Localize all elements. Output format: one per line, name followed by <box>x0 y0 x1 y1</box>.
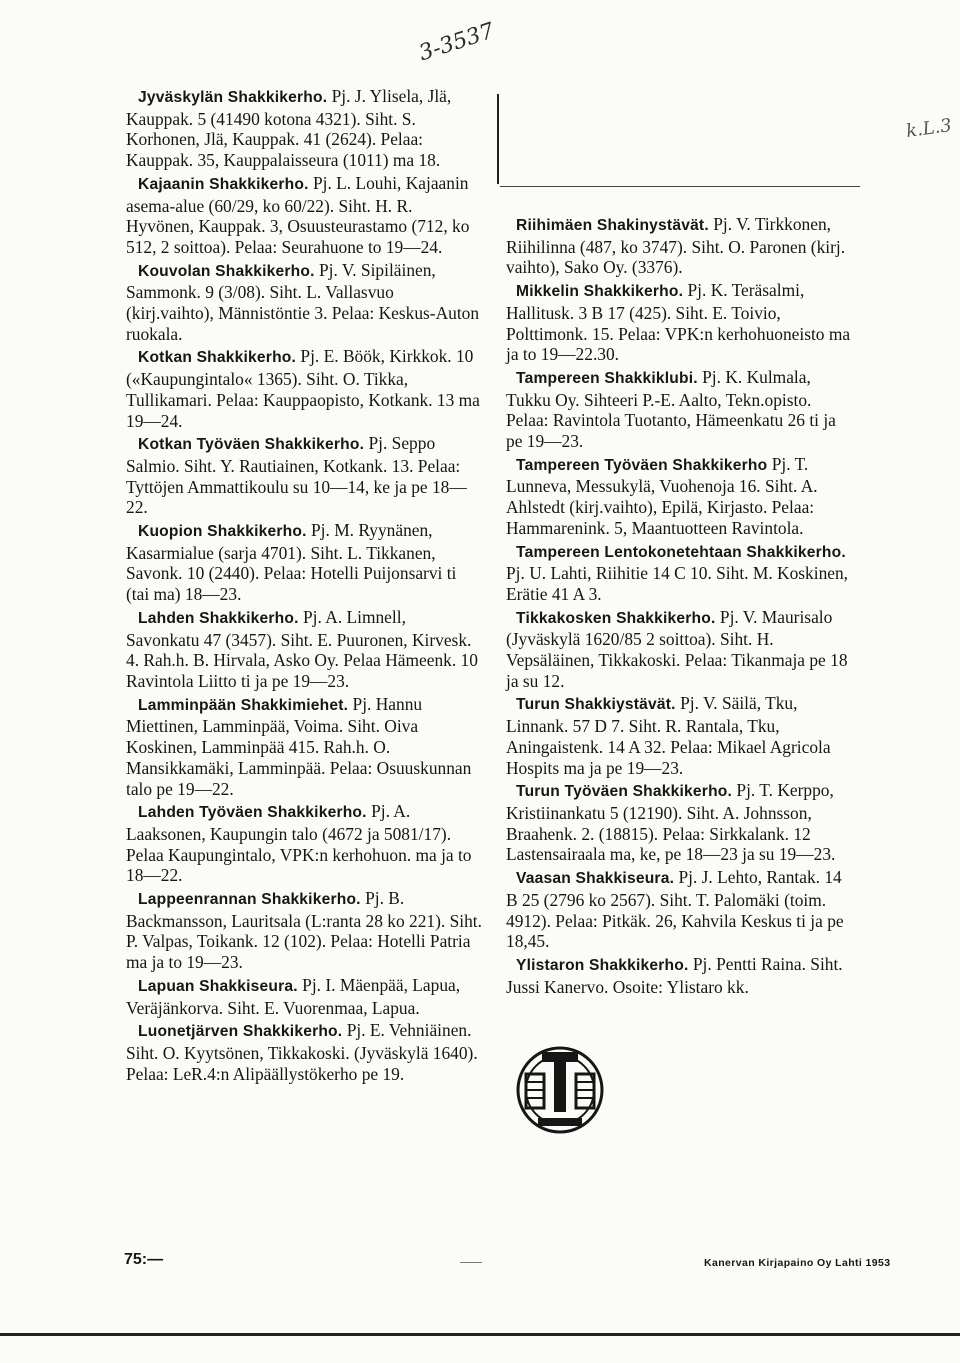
club-name: Ylistaron Shakkikerho. <box>516 956 689 974</box>
club-name: Lapuan Shakkiseura. <box>138 977 298 995</box>
club-details: Pj. A. Laaksonen, Kaupungin talo (4672 ja 5081/17). Pelaa Kaupungintalo, VPK:n kerhohuon. ma ja to 18—22. <box>126 801 472 886</box>
club-details: Pj. T. Lunneva, Messukylä, Vuohenoja 16. Siht. A. Ahlstedt (kirj.vaihto), Epilä, Kirjasto. Pelaa: Hammarenink. 5, Maantuotteen Ravintola. <box>506 453 818 538</box>
club-entry <box>126 801 482 886</box>
club-name: Vaasan Shakkiseura. <box>516 870 675 888</box>
club-details: Pj. E. Böök, Kirkkok. 10 («Kaupungintalo« 1365). Siht. O. Tikka, Tullikamari. Pelaa: Kauppaopisto, Kotkank. 13 ma 19—24. <box>126 346 480 431</box>
club-entry <box>506 954 852 997</box>
club-entry <box>126 975 482 1018</box>
club-entry <box>506 280 852 365</box>
club-entry <box>506 214 852 278</box>
club-entry <box>506 607 852 692</box>
club-entry <box>126 260 482 345</box>
club-details: Pj. A. Limnell, Savonkatu 47 (3457). Siht. E. Puuronen, Kirvesk. 4. Rah.h. B. Hirvala, Asko Oy. Pelaa Hämeenk. 10 Ravintola Liitto ti ja pe 19—23. <box>126 606 478 691</box>
club-name: Jyväskylän Shakkikerho. <box>138 89 328 106</box>
club-name: Tampereen Shakkiklubi. <box>516 369 698 387</box>
club-name: Lahden Shakkikerho. <box>138 609 299 627</box>
left-column <box>126 86 482 1086</box>
club-name: Kotkan Työväen Shakkikerho. <box>138 436 365 454</box>
club-entry <box>126 888 482 973</box>
club-name: Turun Shakkiystävät. <box>516 696 676 714</box>
club-name: Turun Työväen Shakkikerho. <box>516 783 733 801</box>
club-details: Pj. Hannu Miettinen, Lamminpää, Voima. Siht. Oiva Koskinen, Lamminpää 415. Rah.h. O. Mansikkamäki, Lamminpää. Pelaa: Osuuskunnan talo pe 19—22. <box>126 693 472 799</box>
club-details: Pj. M. Ryynänen, Kasarmialue (sarja 4701). Siht. L. Tikkanen, Savonk. 10 (2440). Pelaa: Hotelli Puijonsarvi ti (tai ma) 18—23. <box>126 520 457 605</box>
club-entry <box>506 867 852 952</box>
club-name: Lahden Työväen Shakkikerho. <box>138 804 367 822</box>
club-name: Luonetjärven Shakkikerho. <box>138 1023 343 1041</box>
club-entry <box>506 780 852 865</box>
club-details: Pj. B. Backmansson, Lauritsala (L:ranta 28 ko 221). Siht. P. Valpas, Toikank. 12 (102). Pelaa: Hotelli Patria ma ja to 19—23. <box>126 888 482 973</box>
club-details: Pj. V. Sipiläinen, Sammonk. 9 (3/08). Siht. L. Vallasvuo (kirj.vaihto), Männistöntie 3. Pelaa: Keskus-Auton ruokala. <box>126 259 480 344</box>
club-entry <box>126 607 482 692</box>
club-name: Lappeenrannan Shakkikerho. <box>138 891 361 909</box>
club-details: Pj. K. Teräsalmi, Hallitusk. 3 B 17 (425). Siht. E. Toivio, Polttimonk. 15. Pelaa: VPK:n kerhohuoneisto ma ja to 19—22.30. <box>506 280 851 365</box>
club-name: Lamminpään Shakkimiehet. <box>138 696 349 714</box>
club-name: Mikkelin Shakkikerho. <box>516 283 684 301</box>
club-details: Pj. L. Louhi, Kajaanin asema-alue (60/29, ko 60/22). Siht. H. R. Hyvönen, Kauppak. 3, Osuusteurastamo (712, ko 512, 2 soittoa). Pelaa: Seurahuone to 19—24. <box>126 172 470 257</box>
club-logo-emblem <box>512 1030 608 1142</box>
club-details: Pj. T. Kerppo, Kristiinankatu 5 (12190). Siht. A. Johnsson, Braahenk. 2. (18815). Pelaa: Sirkkalank. 12 Lastensairaala ma, ke, pe 18—23 ja su 19—23. <box>506 780 836 865</box>
club-name: Kotkan Shakkikerho. <box>138 349 297 367</box>
club-name: Tampereen Työväen Shakkikerho <box>516 456 768 474</box>
club-details: Pj. Pentti Raina. Siht. Jussi Kanervo. Osoite: Ylistaro kk. <box>506 953 843 997</box>
club-entry <box>506 693 852 778</box>
club-entry <box>126 86 482 171</box>
club-entry <box>506 454 852 539</box>
bottom-rule <box>0 1333 960 1336</box>
club-entry <box>126 520 482 605</box>
club-entry <box>126 346 482 431</box>
club-details: Pj. V. Säilä, Tku, Linnank. 57 D 7. Siht. R. Rantala, Tku, Aningaistenk. 14 A 32. Pelaa: Mikael Agricola Hospits ma ja pe 19—23. <box>506 693 831 778</box>
club-name: Kouvolan Shakkikerho. <box>138 262 315 280</box>
club-entry <box>506 541 852 605</box>
club-entry <box>126 173 482 258</box>
handwritten-annotation-top: 3-3537 <box>416 18 498 67</box>
club-details: Pj. E. Vehniäinen. Siht. O. Kyytsönen, Tikkakoski. (Jyväskylä 1640). Pelaa: LeR.4:n Alipäällystökerho pe 19. <box>126 1020 478 1084</box>
club-name: Tampereen Lentokonetehtaan Shakkikerho. <box>516 543 846 561</box>
club-details: Pj. K. Kulmala, Tukku Oy. Sihteeri P.-E. Aalto, Tekn.opisto. Pelaa: Ravintola Tuotanto, Hämeenkatu 26 ti ja pe 19—23. <box>506 366 836 452</box>
club-name: Kajaanin Shakkikerho. <box>138 175 309 193</box>
page-footer <box>0 1251 960 1281</box>
club-name: Tikkakosken Shakkikerho. <box>516 609 716 627</box>
printer-imprint: Kanervan Kirjapaino Oy Lahti 1953 <box>704 1257 891 1269</box>
club-details: Pj. Seppo Salmio. Siht. Y. Rautiainen, Kotkank. 13. Pelaa: Tyttöjen Ammattikoulu su 10—14, ke ja pe 18—22. <box>126 433 467 518</box>
club-details: Pj. V. Tirkkonen, Riihilinna (487, ko 3747). Siht. O. Paronen (kirj. vaihto), Sako Oy. (3376). <box>506 214 846 278</box>
club-entry <box>126 1020 482 1084</box>
club-name: Kuopion Shakkikerho. <box>138 523 307 541</box>
stamp-box-bottom-rule <box>500 186 860 187</box>
club-entry <box>506 367 852 452</box>
footer-dash <box>460 1262 482 1263</box>
club-entry <box>126 694 482 800</box>
club-details: Pj. J. Ylisela, Jlä, Kauppak. 5 (41490 kotona 4321). Siht. S. Korhonen, Jlä, Kauppak. 41 (2624). Pelaa: Kauppak. 35, Kauppalaisseura (1011) ma 18. <box>126 86 452 171</box>
club-entry <box>126 433 482 518</box>
stamp-box-rule <box>497 94 499 184</box>
right-column <box>506 214 852 999</box>
club-details: Pj. J. Lehto, Rantak. 14 B 25 (2796 ko 2567). Siht. T. Palomäki (toim. 4912). Pelaa: Pitkäk. 26, Kahvila Keskus ti ja pe 18,45. <box>506 867 844 952</box>
club-details: Pj. V. Maurisalo (Jyväskylä 1620/85 2 soittoa). Siht. H. Vepsäläinen, Tikkakoski. Pelaa: Tikanmaja pe 18 ja su 12. <box>506 606 848 691</box>
handwritten-annotation-side: k.L.3 <box>904 114 954 143</box>
club-details: Pj. U. Lahti, Riihitie 14 C 10. Siht. M. Koskinen, Erätie 41 A 3. <box>506 563 849 604</box>
club-name: Riihimäen Shakinystävät. <box>516 217 709 234</box>
page-number: 75:— <box>124 1251 164 1268</box>
club-details: Pj. I. Mäenpää, Lapua, Veräjänkorva. Siht. E. Vuorenmaa, Lapua. <box>126 974 461 1018</box>
